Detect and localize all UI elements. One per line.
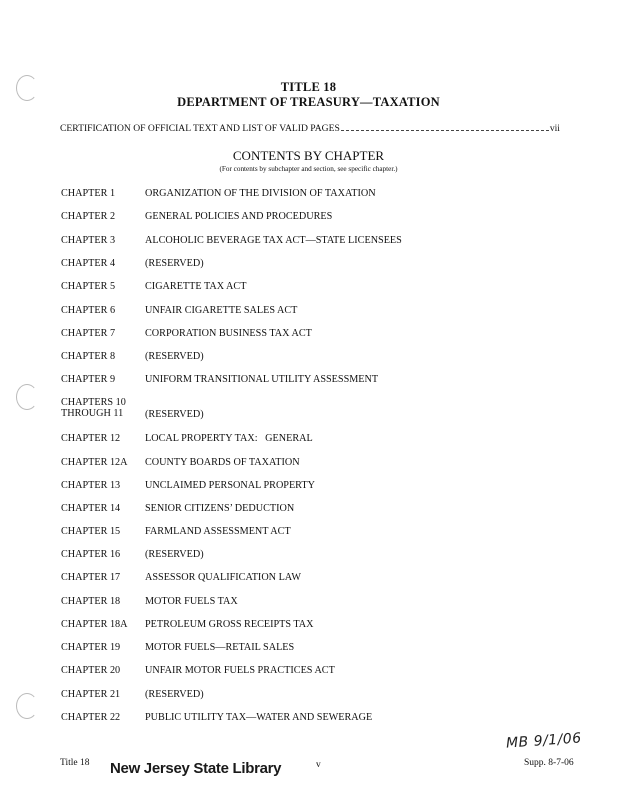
chapter-number: CHAPTER 14 (61, 503, 121, 514)
page-title: TITLE 18 (280, 80, 337, 94)
chapter-name: (RESERVED) (145, 351, 204, 362)
page-number: v (316, 760, 321, 770)
chapter-name: UNCLAIMED PERSONAL PROPERTY (145, 480, 315, 491)
punch-hole-middle (16, 384, 38, 410)
chapter-name: ASSESSOR QUALIFICATION LAW (145, 572, 301, 583)
chapter-name: FARMLAND ASSESSMENT ACT (145, 526, 291, 537)
contents-heading: CONTENTS BY CHAPTER (232, 148, 385, 163)
certification-line (60, 123, 580, 134)
chapter-name: UNFAIR MOTOR FUELS PRACTICES ACT (145, 665, 335, 676)
chapter-number: CHAPTER 22 (61, 712, 121, 723)
chapter-number: CHAPTER 13 (61, 480, 121, 491)
chapter-number: CHAPTER 3 (61, 235, 116, 246)
certification-label: CERTIFICATION OF OFFICIAL TEXT AND LIST OF VALID PAGES (60, 123, 340, 134)
chapter-number: CHAPTER 1 (61, 188, 116, 199)
chapter-number: CHAPTER 17 (61, 572, 121, 583)
chapter-name: GENERAL POLICIES AND PROCEDURES (145, 211, 333, 222)
punch-hole-bottom (16, 693, 38, 719)
chapter-name: (RESERVED) (145, 689, 204, 700)
chapter-name: (RESERVED) (145, 409, 204, 420)
chapter-name: (RESERVED) (145, 258, 204, 269)
chapter-number: CHAPTER 4 (61, 258, 116, 269)
chapter-name: MOTOR FUELS—RETAIL SALES (145, 642, 295, 653)
chapter-name: (RESERVED) (145, 549, 204, 560)
chapter-name: ALCOHOLIC BEVERAGE TAX ACT—STATE LICENSEES (145, 235, 402, 246)
chapter-number: CHAPTER 8 (61, 351, 116, 362)
chapter-number: CHAPTER 12 (61, 433, 121, 444)
dot-leader (341, 124, 549, 131)
chapter-number: CHAPTER 5 (61, 281, 116, 292)
chapter-number: CHAPTERS 10 (61, 397, 126, 408)
chapter-number: CHAPTER 21 (61, 689, 121, 700)
library-stamp: New Jersey State Library (110, 760, 282, 777)
chapter-number: CHAPTER 18 (61, 596, 121, 607)
chapter-name: UNFAIR CIGARETTE SALES ACT (145, 305, 298, 316)
chapter-name: ORGANIZATION OF THE DIVISION OF TAXATION (145, 188, 376, 199)
chapter-name: MOTOR FUELS TAX (145, 596, 238, 607)
chapter-number: CHAPTER 15 (61, 526, 121, 537)
certification-page: vii (549, 123, 560, 134)
chapter-name: COUNTY BOARDS OF TAXATION (145, 457, 300, 468)
supplement-date: Supp. 8-7-06 (524, 758, 574, 768)
chapter-number: CHAPTER 6 (61, 305, 116, 316)
chapter-number: CHAPTER 7 (61, 328, 116, 339)
chapter-name: UNIFORM TRANSITIONAL UTILITY ASSESSMENT (145, 374, 379, 385)
footer-title: Title 18 (60, 758, 90, 768)
chapter-number: CHAPTER 18A (61, 619, 128, 630)
chapter-number: CHAPTER 2 (61, 211, 116, 222)
chapter-name: LOCAL PROPERTY TAX: GENERAL (145, 433, 313, 444)
chapter-number: CHAPTER 19 (61, 642, 121, 653)
chapter-name: CORPORATION BUSINESS TAX ACT (145, 328, 312, 339)
chapter-number: CHAPTER 16 (61, 549, 121, 560)
chapter-number-continued: THROUGH 11 (61, 408, 124, 419)
chapter-name: CIGARETTE TAX ACT (145, 281, 247, 292)
contents-note: (For contents by subchapter and section, see specific chapter.) (219, 165, 398, 173)
chapter-number: CHAPTER 9 (61, 374, 116, 385)
chapter-number: CHAPTER 12A (61, 457, 128, 468)
handwritten-initials-date: MB 9/1/06 (505, 730, 583, 752)
chapter-number: CHAPTER 20 (61, 665, 121, 676)
page-subtitle: DEPARTMENT OF TREASURY—TAXATION (177, 95, 440, 109)
chapter-name: SENIOR CITIZENS’ DEDUCTION (145, 503, 295, 514)
chapter-name: PETROLEUM GROSS RECEIPTS TAX (145, 619, 314, 630)
chapter-name: PUBLIC UTILITY TAX—WATER AND SEWERAGE (145, 712, 373, 723)
